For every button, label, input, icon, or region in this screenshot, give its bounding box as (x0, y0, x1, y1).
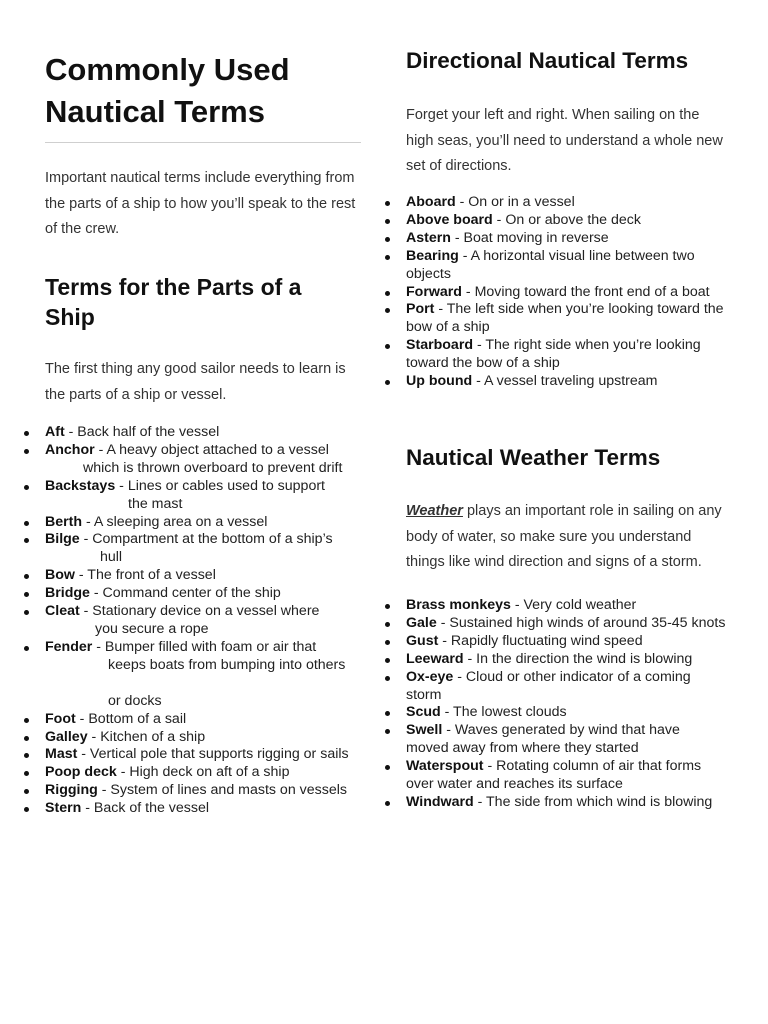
list-item (45, 531, 363, 567)
list-item (406, 794, 726, 812)
definition: - Back half of the vessel (64, 424, 220, 440)
term: Poop deck (45, 764, 117, 781)
definition: - Command center of the ship (89, 585, 281, 602)
list-item (406, 758, 726, 794)
term: Leeward (406, 650, 464, 667)
weather-list (406, 597, 726, 812)
list-item (45, 514, 363, 532)
weather-heading: Nautical Weather Terms (406, 445, 661, 470)
definition-continued: or docks (108, 692, 162, 709)
definition: - The lowest clouds (440, 704, 567, 721)
term: Bearing (406, 247, 459, 264)
list-item (45, 711, 363, 729)
title-divider (45, 142, 361, 143)
definition: - System of lines and masts on vessels (97, 782, 347, 799)
definition: - A heavy object attached to a vessel (94, 441, 329, 458)
definition-continued: hull (100, 549, 123, 566)
directional-list (406, 194, 726, 391)
weather-intro (406, 499, 726, 576)
list-item (406, 248, 726, 284)
weather-link[interactable]: Weather (406, 503, 463, 519)
directional-intro: Forget your left and right. When sailing on the high seas, you’ll need to understand a whole new set of directions. (406, 107, 723, 174)
title-line-1: Commonly Used (45, 52, 290, 87)
term: Aft (45, 424, 65, 440)
parts-intro: The first thing any good sailor needs to learn is the parts of a ship or vessel. (45, 361, 346, 403)
list-item (406, 337, 726, 373)
parts-list (45, 424, 363, 818)
definition: - Bumper filled with foam or air that (92, 638, 317, 655)
term: Backstays (45, 477, 116, 494)
list-item (45, 424, 363, 442)
intro-paragraph: Important nautical terms include everything from the parts of a ship to how you’ll speak to the rest of the crew. (45, 170, 356, 237)
definition-continued: you secure a rope (95, 620, 209, 637)
term: Brass monkeys (406, 597, 511, 613)
term: Bridge (45, 585, 90, 602)
definition: - Stationary device on a vessel where (79, 603, 320, 620)
definition: - Bottom of a sail (75, 710, 187, 727)
list-item (406, 669, 726, 705)
term: Cleat (45, 603, 80, 620)
list-item (45, 800, 363, 818)
definition: - High deck on aft of a ship (116, 764, 290, 781)
term: Mast (45, 746, 78, 763)
list-item (406, 722, 726, 758)
term: Windward (406, 793, 474, 810)
list-item (406, 615, 726, 633)
definition: - Compartment at the bottom of a ship’s (79, 531, 333, 548)
list-item (406, 284, 726, 302)
list-item (45, 639, 363, 711)
definition: - A vessel traveling upstream (472, 373, 658, 390)
term: Up bound (406, 373, 473, 390)
list-item (45, 729, 363, 747)
term: Gust (406, 632, 439, 649)
weather-intro-text: plays an important role in sailing on any body of water, so make sure you understand things like wind direction and signs of a storm. (406, 503, 722, 570)
term: Aboard (406, 194, 456, 210)
definition: - Sustained high winds of around 35-45 knots (436, 614, 726, 631)
list-item (406, 212, 726, 230)
list-item (45, 567, 363, 585)
list-item (45, 442, 363, 478)
term: Galley (45, 728, 88, 745)
term: Above board (406, 211, 493, 228)
term: Astern (406, 229, 451, 246)
term: Scud (406, 704, 441, 721)
term: Berth (45, 513, 83, 530)
term: Port (406, 301, 435, 318)
term: Gale (406, 614, 437, 631)
term: Waterspout (406, 758, 484, 775)
term: Anchor (45, 441, 95, 458)
definition-continued: keeps boats from bumping into others (108, 656, 346, 673)
definition: - Lines or cables used to support (115, 477, 325, 494)
title-line-2: Nautical Terms (45, 94, 265, 129)
list-item (406, 301, 726, 337)
definition: - Kitchen of a ship (87, 728, 206, 745)
term: Rigging (45, 782, 98, 799)
list-item (45, 764, 363, 782)
list-item (406, 633, 726, 651)
term: Fender (45, 638, 93, 655)
definition: - Vertical pole that supports rigging or sails (77, 746, 349, 763)
list-item (406, 373, 726, 391)
list-item (406, 194, 726, 212)
definition-continued: which is thrown overboard to prevent drift (83, 459, 343, 476)
definition: - Boat moving in reverse (450, 229, 609, 246)
definition: - Rapidly fluctuating wind speed (438, 632, 643, 649)
list-item (45, 478, 363, 514)
definition: - Waves generated by wind that have moved away from where they started (406, 722, 680, 757)
definition: - The right side when you’re looking toward the bow of a ship (406, 337, 701, 372)
definition: - Cloud or other indicator of a coming storm (406, 668, 691, 703)
term: Forward (406, 283, 462, 300)
list-item (406, 597, 726, 615)
definition: - A sleeping area on a vessel (82, 513, 268, 530)
definition: - A horizontal visual line between two objects (406, 247, 695, 282)
parts-heading: Terms for the Parts of a Ship (45, 274, 302, 330)
definition: - Moving toward the front end of a boat (461, 283, 710, 300)
directional-heading: Directional Nautical Terms (406, 48, 689, 73)
definition: - Back of the vessel (81, 800, 210, 817)
list-item (45, 585, 363, 603)
definition: - On or above the deck (492, 211, 641, 228)
definition-continued: the mast (128, 495, 183, 512)
list-item (406, 651, 726, 669)
term: Bilge (45, 531, 80, 548)
list-item (45, 782, 363, 800)
definition: - Very cold weather (510, 597, 637, 613)
term: Starboard (406, 337, 474, 354)
list-item (406, 704, 726, 722)
definition: - The left side when you’re looking toward the bow of a ship (406, 301, 724, 336)
definition: - Rotating column of air that forms over water and reaches its surface (406, 758, 702, 793)
list-item (406, 230, 726, 248)
definition: - The side from which wind is blowing (473, 793, 713, 810)
list-item (45, 603, 363, 639)
term: Ox-eye (406, 668, 454, 685)
term: Stern (45, 800, 82, 817)
list-item (45, 746, 363, 764)
definition: - The front of a vessel (74, 567, 216, 584)
page-title (45, 49, 363, 133)
term: Swell (406, 722, 443, 739)
definition: - On or in a vessel (455, 194, 575, 210)
definition: - In the direction the wind is blowing (463, 650, 693, 667)
term: Foot (45, 710, 76, 727)
term: Bow (45, 567, 75, 584)
